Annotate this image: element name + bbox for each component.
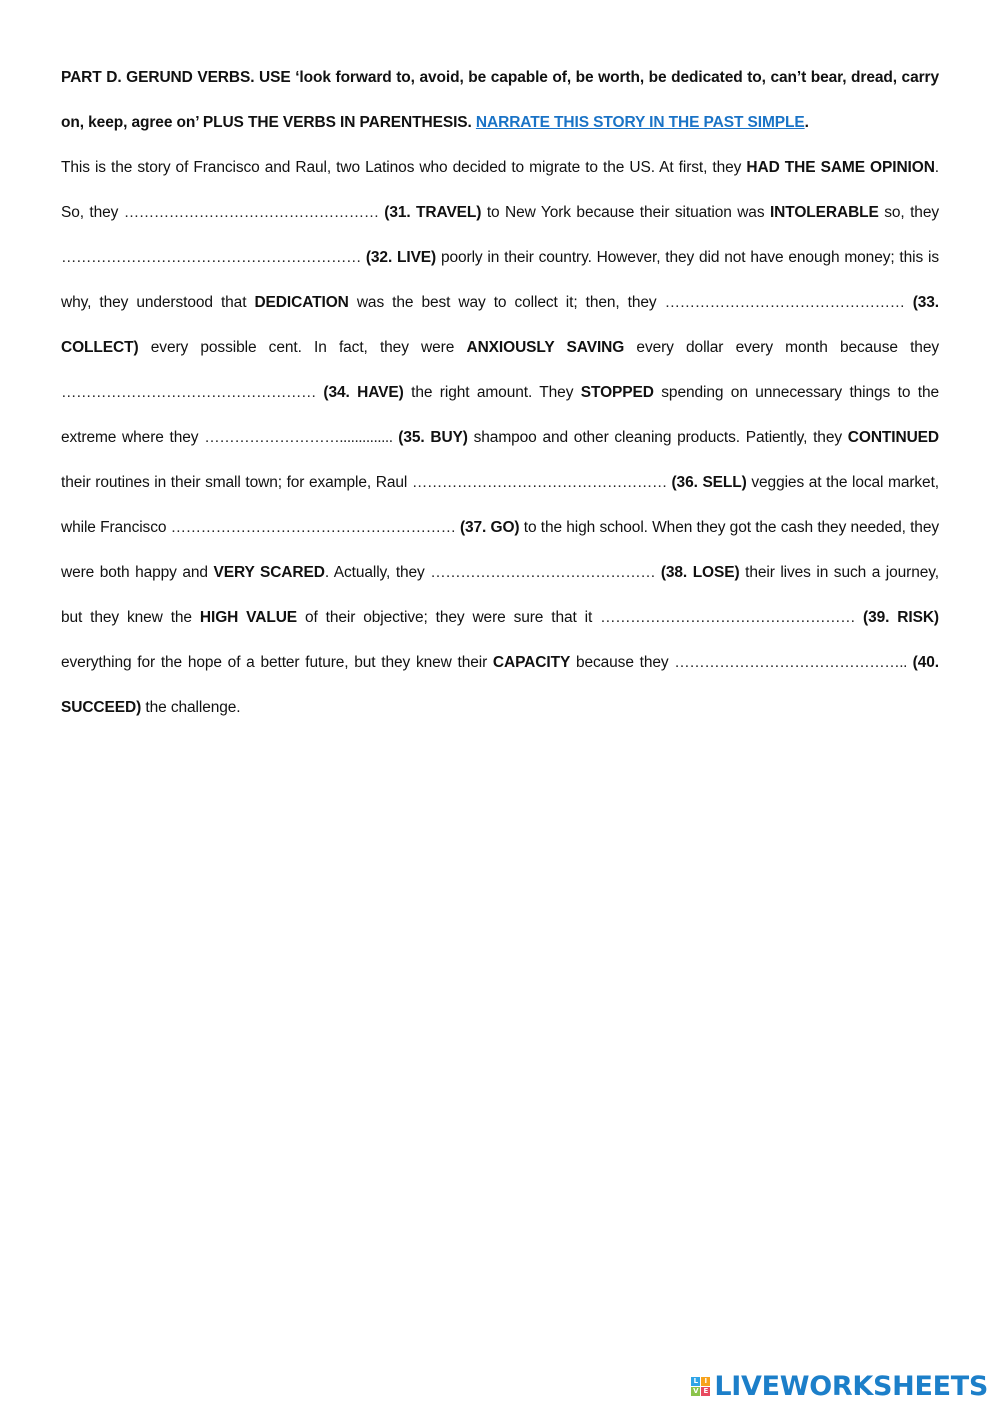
keyword: INTOLERABLE xyxy=(769,204,879,221)
verb-cue-32: (32. LIVE) xyxy=(365,249,437,266)
instructions-end: . xyxy=(804,114,809,131)
story-paragraph xyxy=(61,145,939,730)
verb-cue-37: (37. GO) xyxy=(459,519,520,536)
verb-cue-39: (39. RISK) xyxy=(863,609,939,626)
logo-letter-i: I xyxy=(701,1377,710,1386)
keyword: ANXIOUSLY SAVING xyxy=(466,339,625,356)
keyword: HAD THE SAME OPINION xyxy=(746,159,935,176)
keyword: DEDICATION xyxy=(254,294,349,311)
story-text: to the high school. When they got the cash they needed, they were both happy and xyxy=(61,519,939,581)
liveworksheets-logo-icon xyxy=(691,1376,710,1398)
answer-blank-39[interactable]: …………………………………………… xyxy=(600,609,856,626)
logo-letter-l: L xyxy=(691,1377,700,1386)
verb-cue-33: (33. COLLECT) xyxy=(61,294,939,356)
story-text: This is the story of Francisco and Raul, two Latinos who decided to migrate to the US. At first, they xyxy=(61,159,747,176)
answer-blank-36[interactable]: …………………………………………… xyxy=(411,474,667,491)
story-text: poorly in their country. However, they did not have enough money; this is why, they understood that xyxy=(61,249,939,311)
story-text: was the best way to collect it; then, they xyxy=(348,294,665,311)
liveworksheets-logo[interactable] xyxy=(691,1371,988,1402)
story-text: every possible cent. In fact, they were xyxy=(138,339,467,356)
answer-blank-40[interactable]: ……………………………………….. xyxy=(674,654,907,671)
instructions-text: PART D. GERUND VERBS. USE ‘look forward to, avoid, be capable of, be worth, be dedicated to, can’t bear, dread, carry on, keep, agree on’ PLUS THE VERBS IN PARENTHESIS. xyxy=(61,69,939,131)
story-text: spending on unnecessary things to the extreme where they xyxy=(61,384,939,446)
story-text: to New York because their situation was xyxy=(481,204,770,221)
story-text: the challenge. xyxy=(141,699,241,716)
answer-blank-35[interactable]: ……………………….............. xyxy=(204,429,393,446)
answer-blank-32[interactable]: …………………………………………………… xyxy=(61,249,361,266)
liveworksheets-logo-text: LIVEWORKSHEETS xyxy=(714,1371,988,1402)
keyword: HIGH VALUE xyxy=(199,609,298,626)
story-text: their lives in such a journey, but they knew the xyxy=(61,564,939,626)
answer-blank-33[interactable]: ………………………………………… xyxy=(664,294,905,311)
keyword: CAPACITY xyxy=(492,654,571,671)
logo-letter-e: E xyxy=(701,1387,710,1396)
instructions-heading xyxy=(61,55,939,145)
keyword: VERY SCARED xyxy=(213,564,325,581)
narrate-past-simple-link[interactable]: NARRATE THIS STORY IN THE PAST SIMPLE xyxy=(475,114,805,131)
story-text: shampoo and other cleaning products. Patiently, they xyxy=(467,429,848,446)
story-text: everything for the hope of a better future, but they knew their xyxy=(61,654,493,671)
keyword: CONTINUED xyxy=(847,429,940,446)
verb-cue-35: (35. BUY) xyxy=(398,429,468,446)
verb-cue-36: (36. SELL) xyxy=(671,474,747,491)
keyword: STOPPED xyxy=(580,384,654,401)
answer-blank-38[interactable]: ……………………………………… xyxy=(430,564,656,581)
answer-blank-37[interactable]: ………………………………………………… xyxy=(170,519,456,536)
story-text: veggies at the local market, while Francisco xyxy=(61,474,939,536)
answer-blank-34[interactable]: …………………………………………… xyxy=(61,384,316,401)
story-text: every dollar every month because they xyxy=(624,339,939,356)
story-text: the right amount. They xyxy=(403,384,581,401)
story-text: so, they xyxy=(878,204,939,221)
worksheet-page xyxy=(61,55,939,730)
verb-cue-38: (38. LOSE) xyxy=(660,564,740,581)
story-text: because they xyxy=(570,654,675,671)
logo-letter-v: V xyxy=(693,1387,699,1395)
verb-cue-40: (40. SUCCEED) xyxy=(61,654,939,716)
story-text: . So, they xyxy=(61,159,940,221)
verb-cue-31: (31. TRAVEL) xyxy=(384,204,482,221)
story-text: their routines in their small town; for example, Raul xyxy=(61,474,412,491)
verb-cue-34: (34. HAVE) xyxy=(323,384,404,401)
story-text: of their objective; they were sure that it xyxy=(297,609,601,626)
answer-blank-31[interactable]: …………………………………………… xyxy=(123,204,379,221)
story-text: . Actually, they xyxy=(324,564,431,581)
